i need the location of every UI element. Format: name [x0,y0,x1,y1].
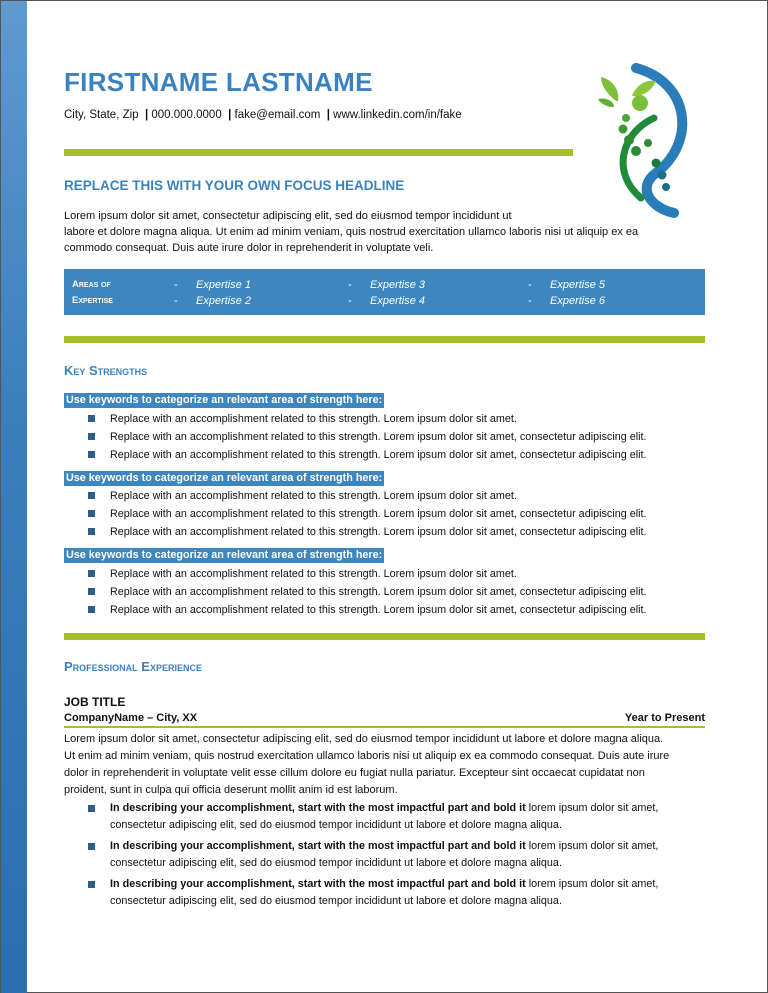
summary-line: commodo consequat. Duis aute irure dolor in reprehenderit in voluptate veli. [64,242,434,254]
divider-experience [64,633,705,640]
expertise-item: Expertise 3 [370,279,426,291]
job-dates: Year to Present [624,712,705,724]
areas-of-expertise-box [64,269,705,315]
list-item: Replace with an accomplishment related to this strength. Lorem ipsum dolor sit amet. [88,410,647,428]
description-line: Ut enim ad minim veniam, quis nostrud exercitation ullamco laboris nisi ut aliquip ex ea commodo consequat. Duis aute irure [64,750,670,762]
list-item [88,800,705,834]
contact-line: City, State, Zip | 000.000.0000 | fake@email.com | www.linkedin.com/in/fake [64,109,462,121]
linkedin-link[interactable]: www.linkedin.com/in/fake [333,109,462,121]
candidate-name: FIRSTNAME LASTNAME [64,67,373,97]
list-item: Replace with an accomplishment related to this strength. Lorem ipsum dolor sit amet. [88,565,647,583]
job-title: JOB TITLE [64,695,126,709]
strength-bullets-3 [88,565,647,619]
company-name: CompanyName – City, XX [64,712,198,724]
accomplishment-text: lorem ipsum dolor sit amet, consectetur adipiscing elit, sed do eiusmod tempor incididunt ut labore et dolore magna aliqua. [110,878,659,907]
key-strengths-title: Key Strengths [64,363,148,378]
focus-headline: REPLACE THIS WITH YOUR OWN FOCUS HEADLINE [64,178,405,193]
email[interactable]: fake@email.com [234,109,321,121]
strength-bullets-2 [88,487,647,541]
dash: - [528,295,532,307]
list-item: Replace with an accomplishment related to this strength. Lorem ipsum dolor sit amet, consectetur adipiscing elit. [88,505,647,523]
accomplishment-bold: In describing your accomplishment, start with the most impactful part and bold it [110,802,526,814]
list-item: Replace with an accomplishment related to this strength. Lorem ipsum dolor sit amet. [88,487,647,505]
dash: - [174,279,178,291]
dna-leaf-logo-icon [596,63,691,218]
strength-keyword-3: Use keywords to categorize an relevant area of strength here: [66,549,383,561]
description-line: dolor in reprehenderit in voluptate velit esse cillum dolore eu fugiat nulla pariatur. Excepteur sint occaecat cupidatat non [64,767,645,779]
location: City, State, Zip [64,109,139,121]
expertise-column-3 [528,277,605,309]
accomplishment-text: lorem ipsum dolor sit amet, consectetur adipiscing elit, sed do eiusmod tempor incididunt ut labore et dolore magna aliqua. [110,802,659,831]
list-item [88,838,705,872]
expertise-column-1 [174,277,251,309]
expertise-item: Expertise 2 [196,295,252,307]
expertise-label-line: Areas of [72,279,111,290]
dash: - [528,279,532,291]
professional-experience-title: Professional Experience [64,659,202,674]
job-divider [64,726,705,728]
list-item: Replace with an accomplishment related to this strength. Lorem ipsum dolor sit amet, consectetur adipiscing elit. [88,523,647,541]
expertise-item: Expertise 5 [550,279,606,291]
description-line: Lorem ipsum dolor sit amet, consectetur adipiscing elit, sed do eiusmod tempor incididunt ut labore et dolore magna aliqua. [64,733,664,745]
expertise-item: Expertise 1 [196,279,252,291]
list-item: Replace with an accomplishment related to this strength. Lorem ipsum dolor sit amet, consectetur adipiscing elit. [88,428,647,446]
list-item: Replace with an accomplishment related to this strength. Lorem ipsum dolor sit amet, consectetur adipiscing elit. [88,601,647,619]
accomplishment-text: lorem ipsum dolor sit amet, consectetur adipiscing elit, sed do eiusmod tempor incididunt ut labore et dolore magna aliqua. [110,840,659,869]
expertise-label-line: Expertise [72,295,113,306]
list-item: Replace with an accomplishment related to this strength. Lorem ipsum dolor sit amet, consectetur adipiscing elit. [88,583,647,601]
dash: - [348,279,352,291]
list-item [88,876,705,910]
summary-line: labore et dolore magna aliqua. Ut enim ad minim veniam, quis nostrud exercitation ullamco laboris nisi ut aliquip ex ea [64,226,639,238]
list-item: Replace with an accomplishment related to this strength. Lorem ipsum dolor sit amet, consectetur adipiscing elit. [88,446,647,464]
expertise-label [72,277,113,309]
summary-line: Lorem ipsum dolor sit amet, consectetur adipiscing elit, sed do eiusmod tempor incididunt ut [64,210,512,222]
expertise-item: Expertise 4 [370,295,426,307]
summary-paragraph [64,208,705,256]
accomplishment-bold: In describing your accomplishment, start with the most impactful part and bold it [110,878,526,890]
divider-top [64,149,573,156]
accomplishment-list [88,800,705,914]
expertise-item: Expertise 6 [550,295,606,307]
sidebar-accent-stripe [1,1,27,993]
accomplishment-bold: In describing your accomplishment, start with the most impactful part and bold it [110,840,526,852]
description-line: proident, sunt in culpa qui officia deserunt mollit anim id est laborum. [64,784,398,796]
divider-strengths [64,336,705,343]
strength-keyword-1: Use keywords to categorize an relevant area of strength here: [66,394,383,406]
dash: - [348,295,352,307]
expertise-column-2 [348,277,425,309]
strength-keyword-2: Use keywords to categorize an relevant area of strength here: [66,472,383,484]
job-description [64,731,705,799]
phone: 000.000.0000 [151,109,222,121]
dash: - [174,295,178,307]
strength-bullets-1 [88,410,647,464]
